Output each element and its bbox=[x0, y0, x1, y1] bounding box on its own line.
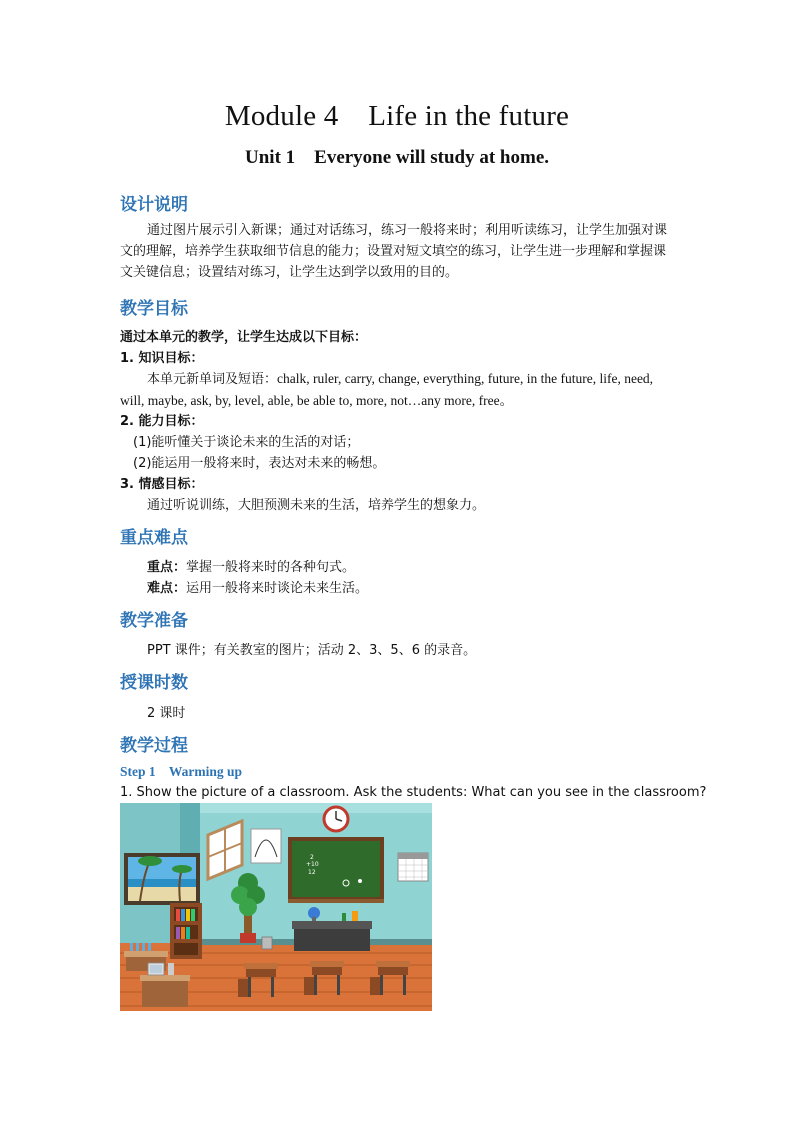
wall-clock bbox=[324, 807, 348, 831]
emotion-label: 3. 情感目标： bbox=[120, 477, 204, 492]
knowledge-text bbox=[120, 368, 672, 412]
chart-poster bbox=[251, 829, 281, 863]
preparation-text: PPT 课件；有关教室的图片；活动 2、3、5、6 的录音。 bbox=[147, 643, 477, 658]
knowledge-label: 1. 知识目标： bbox=[120, 351, 204, 366]
step-1-heading: Step 1 Warming up bbox=[120, 764, 243, 779]
module-title: Module 4 Life in the future bbox=[224, 100, 570, 132]
beach-poster bbox=[124, 853, 200, 905]
difficult-label: 难点： bbox=[147, 581, 187, 596]
ability-item-2: (2)能运用一般将来时，表达对未来的畅想。 bbox=[133, 456, 386, 471]
trash-can bbox=[262, 937, 272, 949]
knowledge-prefix: 本单元新单词及短语： bbox=[147, 372, 278, 387]
goals-intro: 通过本单元的教学，让学生达成以下目标： bbox=[120, 330, 368, 345]
difficult-point bbox=[147, 577, 368, 596]
board-math-1: 2 bbox=[310, 854, 314, 861]
design-text: 通过图片展示引入新课；通过对话练习，练习一般将来时；利用听读练习，让学生加强对课文的理解，培养学生获取细节信息的能力；设置对短文填空的练习，让学生进一步理解和掌握课文关键信息；设置结对练习，让学生达到学以致用的目的。 bbox=[120, 223, 668, 280]
ability-label: 2. 能力目标： bbox=[120, 414, 204, 429]
blackboard bbox=[288, 837, 384, 903]
difficult-text: 运用一般将来时谈论未来生活。 bbox=[186, 581, 369, 596]
key-points-heading: 重点难点 bbox=[120, 528, 188, 548]
hours-heading: 授课时数 bbox=[120, 673, 188, 693]
ability-item-1: (1)能听懂关于谈论未来的生活的对话； bbox=[133, 435, 360, 450]
calendar bbox=[398, 853, 428, 881]
bookshelf bbox=[170, 903, 202, 959]
key-label: 重点： bbox=[147, 560, 187, 575]
process-heading: 教学过程 bbox=[120, 736, 188, 756]
unit-title: Unit 1 Everyone will study at home. bbox=[245, 147, 549, 168]
step-1-item-1: 1. Show the picture of a classroom. Ask the students: What can you see in the classroom? bbox=[120, 785, 707, 800]
classroom-illustration bbox=[120, 803, 432, 1011]
emotion-text: 通过听说训练，大胆预测未来的生活，培养学生的想象力。 bbox=[147, 498, 486, 513]
key-point bbox=[147, 556, 355, 575]
board-math-2: +10 bbox=[306, 861, 319, 868]
hours-text: 2 课时 bbox=[147, 706, 186, 721]
key-text: 掌握一般将来时的各种句式。 bbox=[186, 560, 356, 575]
board-math-3: 12 bbox=[308, 869, 316, 876]
design-heading: 设计说明 bbox=[120, 195, 188, 215]
preparation-heading: 教学准备 bbox=[120, 611, 188, 631]
knowledge-words: chalk, ruler, carry, change, everything, future, in the future, life, need, will, maybe, ask, by, level, able, be able to, more, not…any more, free。 bbox=[120, 371, 654, 408]
goals-heading: 教学目标 bbox=[120, 299, 188, 319]
